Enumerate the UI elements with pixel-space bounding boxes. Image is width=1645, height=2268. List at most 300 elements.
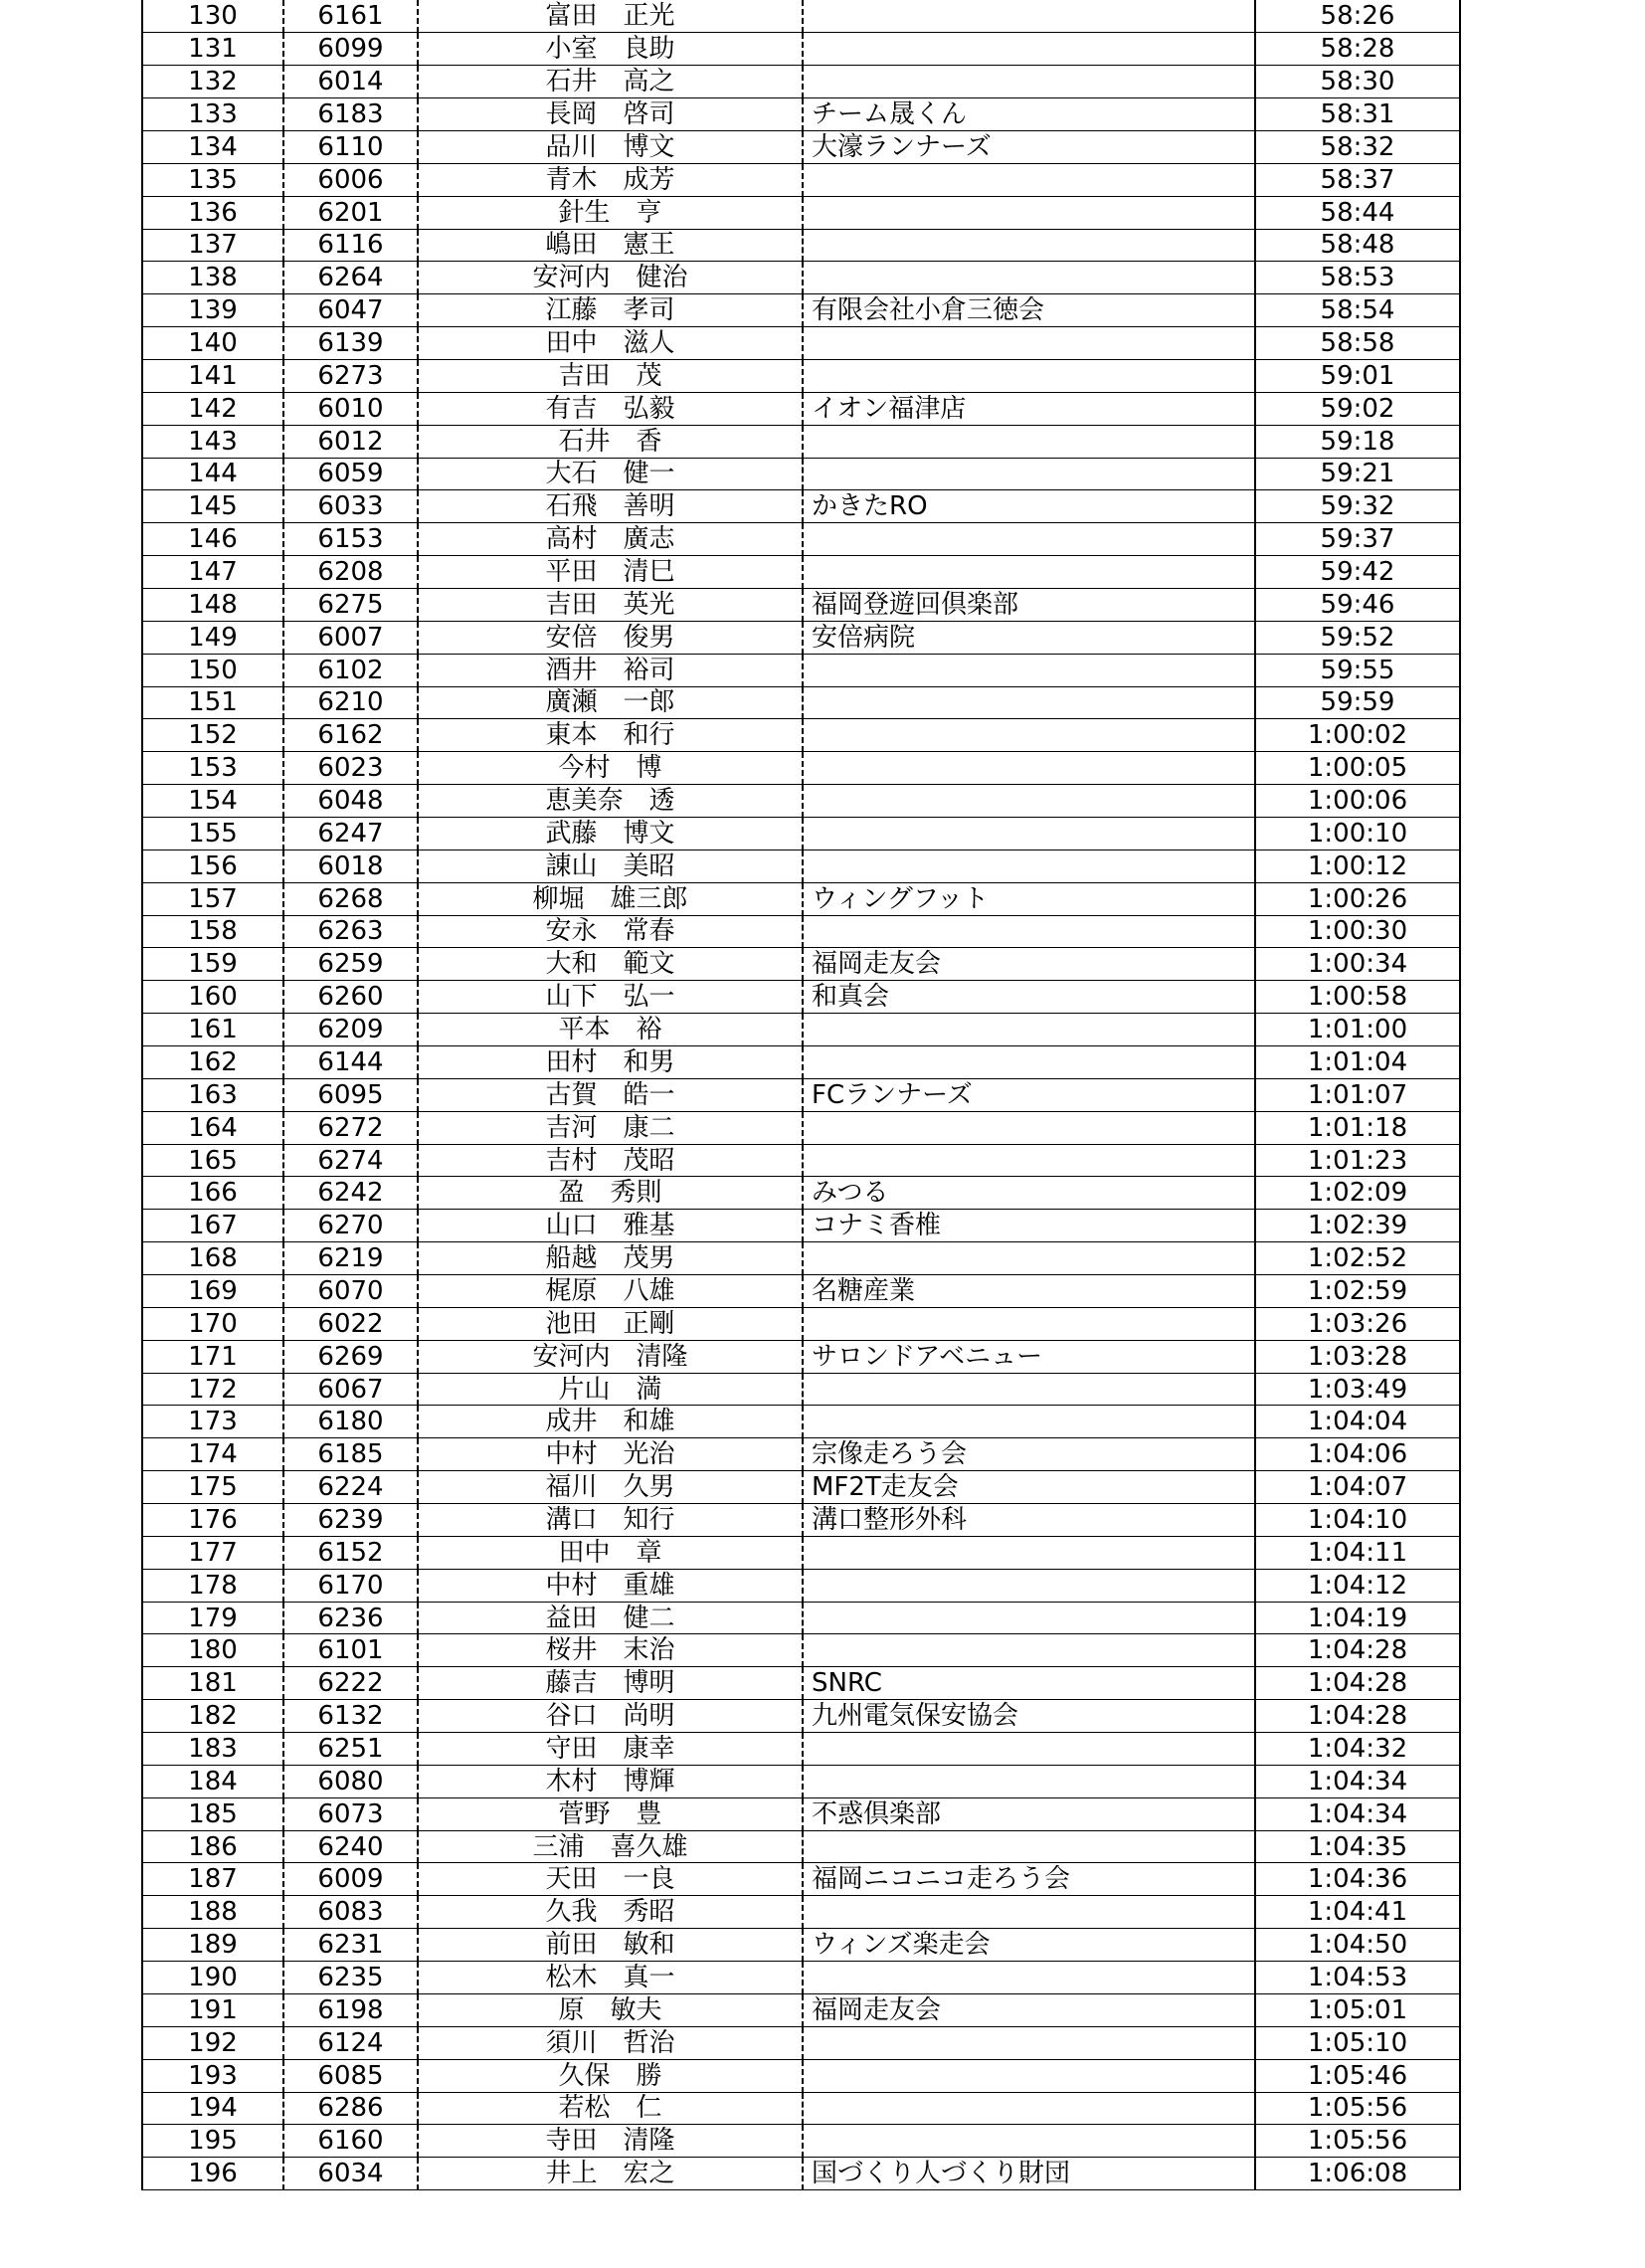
- bib-number-cell: 6231: [283, 1929, 418, 1962]
- table-row: [142, 785, 1460, 818]
- rank-cell: 155: [142, 817, 283, 850]
- team-name-cell: [803, 163, 1255, 196]
- finish-time-cell: 1:04:28: [1255, 1634, 1460, 1667]
- finish-time-cell: 59:55: [1255, 654, 1460, 686]
- finish-time-cell: 59:46: [1255, 588, 1460, 621]
- rank-cell: 188: [142, 1896, 283, 1929]
- finish-time-cell: 1:05:56: [1255, 2092, 1460, 2125]
- team-name-cell: 不惑倶楽部: [803, 1797, 1255, 1830]
- runner-name-cell: 高村 廣志: [418, 523, 803, 556]
- finish-time-cell: 1:00:58: [1255, 981, 1460, 1014]
- runner-name-cell: 福川 久男: [418, 1471, 803, 1504]
- team-name-cell: [803, 1536, 1255, 1569]
- bib-number-cell: 6270: [283, 1210, 418, 1242]
- bib-number-cell: 6180: [283, 1406, 418, 1438]
- team-name-cell: ウィンズ楽走会: [803, 1929, 1255, 1962]
- bib-number-cell: 6007: [283, 621, 418, 654]
- rank-cell: 174: [142, 1438, 283, 1471]
- table-row: [142, 1210, 1460, 1242]
- team-name-cell: [803, 523, 1255, 556]
- finish-time-cell: 1:04:50: [1255, 1929, 1460, 1962]
- bib-number-cell: 6102: [283, 654, 418, 686]
- rank-cell: 194: [142, 2092, 283, 2125]
- bib-number-cell: 6198: [283, 1993, 418, 2026]
- bib-number-cell: 6070: [283, 1275, 418, 1308]
- runner-name-cell: 船越 茂男: [418, 1242, 803, 1275]
- finish-time-cell: 1:01:04: [1255, 1046, 1460, 1079]
- bib-number-cell: 6162: [283, 719, 418, 752]
- rank-cell: 170: [142, 1307, 283, 1340]
- runner-name-cell: 安河内 健治: [418, 262, 803, 294]
- team-name-cell: 国づくり人づくり財団: [803, 2158, 1255, 2190]
- bib-number-cell: 6095: [283, 1078, 418, 1111]
- bib-number-cell: 6183: [283, 98, 418, 131]
- table-row: [142, 915, 1460, 948]
- table-row: [142, 654, 1460, 686]
- rank-cell: 173: [142, 1406, 283, 1438]
- team-name-cell: 有限会社小倉三徳会: [803, 294, 1255, 327]
- team-name-cell: 安倍病院: [803, 621, 1255, 654]
- finish-time-cell: 1:04:28: [1255, 1667, 1460, 1700]
- table-row: [142, 1634, 1460, 1667]
- bib-number-cell: 6124: [283, 2026, 418, 2059]
- team-name-cell: [803, 425, 1255, 458]
- team-name-cell: 福岡走友会: [803, 948, 1255, 981]
- rank-cell: 168: [142, 1242, 283, 1275]
- runner-name-cell: 廣瀬 一郎: [418, 686, 803, 719]
- runner-name-cell: 守田 康幸: [418, 1733, 803, 1766]
- runner-name-cell: 藤吉 博明: [418, 1667, 803, 1700]
- bib-number-cell: 6099: [283, 33, 418, 66]
- bib-number-cell: 6264: [283, 262, 418, 294]
- finish-time-cell: 1:02:52: [1255, 1242, 1460, 1275]
- rank-cell: 192: [142, 2026, 283, 2059]
- rank-cell: 142: [142, 392, 283, 425]
- finish-time-cell: 58:26: [1255, 0, 1460, 33]
- bib-number-cell: 6275: [283, 588, 418, 621]
- bib-number-cell: 6170: [283, 1569, 418, 1602]
- team-name-cell: [803, 1896, 1255, 1929]
- finish-time-cell: 1:05:56: [1255, 2125, 1460, 2158]
- table-row: [142, 1144, 1460, 1177]
- finish-time-cell: 1:00:05: [1255, 752, 1460, 785]
- runner-name-cell: 石井 高之: [418, 66, 803, 98]
- rank-cell: 153: [142, 752, 283, 785]
- table-row: [142, 163, 1460, 196]
- bib-number-cell: 6208: [283, 556, 418, 589]
- table-row: [142, 490, 1460, 523]
- runner-name-cell: 有吉 弘毅: [418, 392, 803, 425]
- table-row: [142, 1373, 1460, 1406]
- rank-cell: 185: [142, 1797, 283, 1830]
- table-row: [142, 850, 1460, 882]
- team-name-cell: 溝口整形外科: [803, 1504, 1255, 1537]
- runner-name-cell: 田中 滋人: [418, 327, 803, 360]
- team-name-cell: みつる: [803, 1177, 1255, 1210]
- team-name-cell: [803, 785, 1255, 818]
- team-name-cell: [803, 1602, 1255, 1634]
- runner-name-cell: 安永 常春: [418, 915, 803, 948]
- table-row: [142, 817, 1460, 850]
- rank-cell: 166: [142, 1177, 283, 1210]
- table-row: [142, 1993, 1460, 2026]
- table-row: [142, 1340, 1460, 1373]
- team-name-cell: 和真会: [803, 981, 1255, 1014]
- rank-cell: 146: [142, 523, 283, 556]
- bib-number-cell: 6010: [283, 392, 418, 425]
- runner-name-cell: 谷口 尚明: [418, 1700, 803, 1733]
- runner-name-cell: 恵美奈 透: [418, 785, 803, 818]
- finish-time-cell: 59:01: [1255, 359, 1460, 392]
- table-row: [142, 262, 1460, 294]
- team-name-cell: [803, 359, 1255, 392]
- rank-cell: 184: [142, 1765, 283, 1797]
- finish-time-cell: 58:37: [1255, 163, 1460, 196]
- team-name-cell: サロンドアベニュー: [803, 1340, 1255, 1373]
- bib-number-cell: 6209: [283, 1014, 418, 1046]
- runner-name-cell: 木村 博輝: [418, 1765, 803, 1797]
- bib-number-cell: 6022: [283, 1307, 418, 1340]
- team-name-cell: [803, 66, 1255, 98]
- runner-name-cell: 若松 仁: [418, 2092, 803, 2125]
- rank-cell: 145: [142, 490, 283, 523]
- bib-number-cell: 6012: [283, 425, 418, 458]
- table-row: [142, 1667, 1460, 1700]
- bib-number-cell: 6083: [283, 1896, 418, 1929]
- team-name-cell: FCランナーズ: [803, 1078, 1255, 1111]
- team-name-cell: [803, 1569, 1255, 1602]
- runner-name-cell: 溝口 知行: [418, 1504, 803, 1537]
- runner-name-cell: 梶原 八雄: [418, 1275, 803, 1308]
- finish-time-cell: 58:31: [1255, 98, 1460, 131]
- finish-time-cell: 1:00:26: [1255, 882, 1460, 915]
- rank-cell: 191: [142, 1993, 283, 2026]
- finish-time-cell: 1:06:08: [1255, 2158, 1460, 2190]
- finish-time-cell: 1:00:30: [1255, 915, 1460, 948]
- table-row: [142, 556, 1460, 589]
- rank-cell: 131: [142, 33, 283, 66]
- table-row: [142, 327, 1460, 360]
- runner-name-cell: 菅野 豊: [418, 1797, 803, 1830]
- finish-time-cell: 1:00:02: [1255, 719, 1460, 752]
- runner-name-cell: 酒井 裕司: [418, 654, 803, 686]
- finish-time-cell: 1:04:53: [1255, 1962, 1460, 1994]
- bib-number-cell: 6274: [283, 1144, 418, 1177]
- rank-cell: 163: [142, 1078, 283, 1111]
- runner-name-cell: 大石 健一: [418, 458, 803, 490]
- table-row: [142, 33, 1460, 66]
- team-name-cell: [803, 229, 1255, 262]
- finish-time-cell: 1:03:26: [1255, 1307, 1460, 1340]
- team-name-cell: 福岡登遊回倶楽部: [803, 588, 1255, 621]
- table-row: [142, 1536, 1460, 1569]
- rank-cell: 186: [142, 1830, 283, 1863]
- table-row: [142, 588, 1460, 621]
- runner-name-cell: 吉村 茂昭: [418, 1144, 803, 1177]
- finish-time-cell: 1:03:28: [1255, 1340, 1460, 1373]
- team-name-cell: [803, 262, 1255, 294]
- finish-time-cell: 59:59: [1255, 686, 1460, 719]
- team-name-cell: イオン福津店: [803, 392, 1255, 425]
- finish-time-cell: 59:42: [1255, 556, 1460, 589]
- finish-time-cell: 59:37: [1255, 523, 1460, 556]
- runner-name-cell: 江藤 孝司: [418, 294, 803, 327]
- bib-number-cell: 6259: [283, 948, 418, 981]
- bib-number-cell: 6132: [283, 1700, 418, 1733]
- runner-name-cell: 石飛 善明: [418, 490, 803, 523]
- finish-time-cell: 1:01:23: [1255, 1144, 1460, 1177]
- bib-number-cell: 6239: [283, 1504, 418, 1537]
- finish-time-cell: 1:00:34: [1255, 948, 1460, 981]
- team-name-cell: 名糖産業: [803, 1275, 1255, 1308]
- finish-time-cell: 1:05:10: [1255, 2026, 1460, 2059]
- runner-name-cell: 大和 範文: [418, 948, 803, 981]
- bib-number-cell: 6222: [283, 1667, 418, 1700]
- runner-name-cell: 東本 和行: [418, 719, 803, 752]
- table-row: [142, 1929, 1460, 1962]
- team-name-cell: [803, 1242, 1255, 1275]
- runner-name-cell: 武藤 博文: [418, 817, 803, 850]
- team-name-cell: 大濠ランナーズ: [803, 130, 1255, 163]
- finish-time-cell: 58:54: [1255, 294, 1460, 327]
- rank-cell: 164: [142, 1111, 283, 1144]
- team-name-cell: [803, 196, 1255, 229]
- bib-number-cell: 6006: [283, 163, 418, 196]
- bib-number-cell: 6210: [283, 686, 418, 719]
- bib-number-cell: 6235: [283, 1962, 418, 1994]
- bib-number-cell: 6273: [283, 359, 418, 392]
- rank-cell: 183: [142, 1733, 283, 1766]
- bib-number-cell: 6286: [283, 2092, 418, 2125]
- table-row: [142, 130, 1460, 163]
- runner-name-cell: 寺田 清隆: [418, 2125, 803, 2158]
- table-row: [142, 1830, 1460, 1863]
- finish-time-cell: 1:04:12: [1255, 1569, 1460, 1602]
- bib-number-cell: 6116: [283, 229, 418, 262]
- finish-time-cell: 59:18: [1255, 425, 1460, 458]
- team-name-cell: [803, 2092, 1255, 2125]
- rank-cell: 161: [142, 1014, 283, 1046]
- team-name-cell: [803, 1014, 1255, 1046]
- rank-cell: 190: [142, 1962, 283, 1994]
- table-row: [142, 1569, 1460, 1602]
- team-name-cell: [803, 33, 1255, 66]
- runner-name-cell: 三浦 喜久雄: [418, 1830, 803, 1863]
- rank-cell: 132: [142, 66, 283, 98]
- runner-name-cell: 長岡 啓司: [418, 98, 803, 131]
- table-row: [142, 425, 1460, 458]
- finish-time-cell: 58:28: [1255, 33, 1460, 66]
- rank-cell: 172: [142, 1373, 283, 1406]
- table-row: [142, 1765, 1460, 1797]
- finish-time-cell: 1:04:32: [1255, 1733, 1460, 1766]
- bib-number-cell: 6067: [283, 1373, 418, 1406]
- runner-name-cell: 須川 哲治: [418, 2026, 803, 2059]
- runner-name-cell: 益田 健二: [418, 1602, 803, 1634]
- finish-time-cell: 1:02:09: [1255, 1177, 1460, 1210]
- rank-cell: 136: [142, 196, 283, 229]
- table-row: [142, 294, 1460, 327]
- runner-name-cell: 池田 正剛: [418, 1307, 803, 1340]
- bib-number-cell: 6272: [283, 1111, 418, 1144]
- table-row: [142, 882, 1460, 915]
- runner-name-cell: 盈 秀則: [418, 1177, 803, 1210]
- team-name-cell: [803, 2125, 1255, 2158]
- rank-cell: 165: [142, 1144, 283, 1177]
- rank-cell: 148: [142, 588, 283, 621]
- table-row: [142, 1471, 1460, 1504]
- team-name-cell: [803, 686, 1255, 719]
- bib-number-cell: 6263: [283, 915, 418, 948]
- runner-name-cell: 吉河 康二: [418, 1111, 803, 1144]
- finish-time-cell: 1:04:04: [1255, 1406, 1460, 1438]
- bib-number-cell: 6080: [283, 1765, 418, 1797]
- table-row: [142, 621, 1460, 654]
- rank-cell: 141: [142, 359, 283, 392]
- finish-time-cell: 1:04:36: [1255, 1863, 1460, 1896]
- rank-cell: 130: [142, 0, 283, 33]
- finish-time-cell: 58:58: [1255, 327, 1460, 360]
- runner-name-cell: 平田 清巳: [418, 556, 803, 589]
- rank-cell: 162: [142, 1046, 283, 1079]
- finish-time-cell: 1:01:18: [1255, 1111, 1460, 1144]
- table-row: [142, 2125, 1460, 2158]
- team-name-cell: [803, 817, 1255, 850]
- rank-cell: 144: [142, 458, 283, 490]
- team-name-cell: [803, 2059, 1255, 2092]
- table-row: [142, 98, 1460, 131]
- finish-time-cell: 1:00:06: [1255, 785, 1460, 818]
- table-row: [142, 523, 1460, 556]
- table-row: [142, 1962, 1460, 1994]
- team-name-cell: [803, 1733, 1255, 1766]
- rank-cell: 169: [142, 1275, 283, 1308]
- rank-cell: 182: [142, 1700, 283, 1733]
- runner-name-cell: 井上 宏之: [418, 2158, 803, 2190]
- table-row: [142, 1046, 1460, 1079]
- table-row: [142, 1111, 1460, 1144]
- bib-number-cell: 6219: [283, 1242, 418, 1275]
- table-row: [142, 1504, 1460, 1537]
- bib-number-cell: 6073: [283, 1797, 418, 1830]
- finish-time-cell: 1:04:10: [1255, 1504, 1460, 1537]
- runner-name-cell: 針生 亨: [418, 196, 803, 229]
- bib-number-cell: 6161: [283, 0, 418, 33]
- finish-time-cell: 1:05:01: [1255, 1993, 1460, 2026]
- runner-name-cell: 吉田 英光: [418, 588, 803, 621]
- rank-cell: 196: [142, 2158, 283, 2190]
- finish-time-cell: 58:53: [1255, 262, 1460, 294]
- table-row: [142, 1177, 1460, 1210]
- rank-cell: 181: [142, 1667, 283, 1700]
- rank-cell: 157: [142, 882, 283, 915]
- runner-name-cell: 品川 博文: [418, 130, 803, 163]
- bib-number-cell: 6101: [283, 1634, 418, 1667]
- rank-cell: 152: [142, 719, 283, 752]
- runner-name-cell: 安倍 俊男: [418, 621, 803, 654]
- finish-time-cell: 1:04:34: [1255, 1797, 1460, 1830]
- team-name-cell: [803, 752, 1255, 785]
- runner-name-cell: 成井 和雄: [418, 1406, 803, 1438]
- rank-cell: 187: [142, 1863, 283, 1896]
- results-body: [142, 0, 1460, 2190]
- rank-cell: 180: [142, 1634, 283, 1667]
- bib-number-cell: 6236: [283, 1602, 418, 1634]
- bib-number-cell: 6240: [283, 1830, 418, 1863]
- team-name-cell: [803, 2026, 1255, 2059]
- table-row: [142, 1406, 1460, 1438]
- runner-name-cell: 小室 良助: [418, 33, 803, 66]
- team-name-cell: [803, 719, 1255, 752]
- rank-cell: 167: [142, 1210, 283, 1242]
- team-name-cell: コナミ香椎: [803, 1210, 1255, 1242]
- runner-name-cell: 諌山 美昭: [418, 850, 803, 882]
- rank-cell: 143: [142, 425, 283, 458]
- team-name-cell: [803, 1962, 1255, 1994]
- table-row: [142, 392, 1460, 425]
- table-row: [142, 1438, 1460, 1471]
- finish-time-cell: 1:04:34: [1255, 1765, 1460, 1797]
- finish-time-cell: 58:44: [1255, 196, 1460, 229]
- team-name-cell: [803, 915, 1255, 948]
- finish-time-cell: 1:04:06: [1255, 1438, 1460, 1471]
- team-name-cell: [803, 1307, 1255, 1340]
- team-name-cell: 九州電気保安協会: [803, 1700, 1255, 1733]
- bib-number-cell: 6033: [283, 490, 418, 523]
- table-row: [142, 1602, 1460, 1634]
- rank-cell: 158: [142, 915, 283, 948]
- finish-time-cell: 1:04:19: [1255, 1602, 1460, 1634]
- team-name-cell: [803, 1111, 1255, 1144]
- table-row: [142, 1078, 1460, 1111]
- finish-time-cell: 1:02:39: [1255, 1210, 1460, 1242]
- finish-time-cell: 1:04:07: [1255, 1471, 1460, 1504]
- team-name-cell: [803, 1634, 1255, 1667]
- table-row: [142, 2158, 1460, 2190]
- runner-name-cell: 桜井 末治: [418, 1634, 803, 1667]
- rank-cell: 175: [142, 1471, 283, 1504]
- team-name-cell: [803, 850, 1255, 882]
- bib-number-cell: 6242: [283, 1177, 418, 1210]
- runner-name-cell: 原 敏夫: [418, 1993, 803, 2026]
- rank-cell: 149: [142, 621, 283, 654]
- runner-name-cell: 中村 重雄: [418, 1569, 803, 1602]
- table-row: [142, 686, 1460, 719]
- team-name-cell: [803, 1046, 1255, 1079]
- table-row: [142, 1797, 1460, 1830]
- rank-cell: 151: [142, 686, 283, 719]
- table-row: [142, 2026, 1460, 2059]
- runner-name-cell: 松木 真一: [418, 1962, 803, 1994]
- bib-number-cell: 6201: [283, 196, 418, 229]
- bib-number-cell: 6160: [283, 2125, 418, 2158]
- rank-cell: 177: [142, 1536, 283, 1569]
- runner-name-cell: 嶋田 憲王: [418, 229, 803, 262]
- rank-cell: 189: [142, 1929, 283, 1962]
- rank-cell: 138: [142, 262, 283, 294]
- runner-name-cell: 前田 敏和: [418, 1929, 803, 1962]
- table-row: [142, 1242, 1460, 1275]
- bib-number-cell: 6034: [283, 2158, 418, 2190]
- bib-number-cell: 6018: [283, 850, 418, 882]
- table-row: [142, 1896, 1460, 1929]
- bib-number-cell: 6247: [283, 817, 418, 850]
- finish-time-cell: 59:21: [1255, 458, 1460, 490]
- team-name-cell: MF2T走友会: [803, 1471, 1255, 1504]
- finish-time-cell: 1:05:46: [1255, 2059, 1460, 2092]
- rank-cell: 171: [142, 1340, 283, 1373]
- table-row: [142, 1275, 1460, 1308]
